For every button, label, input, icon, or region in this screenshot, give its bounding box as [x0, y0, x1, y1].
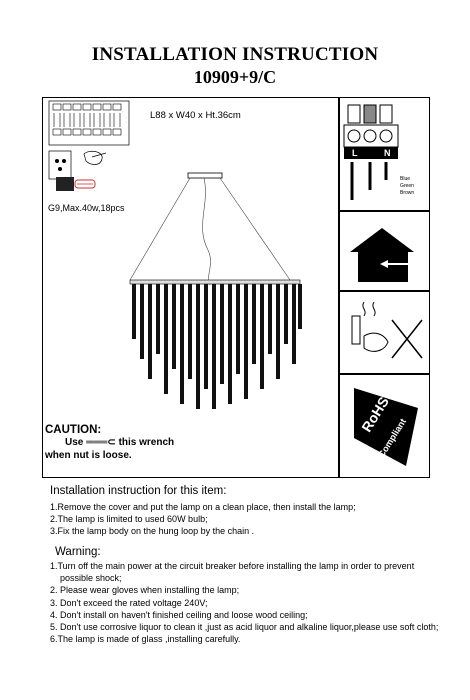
wire-color-green: Green — [400, 183, 414, 189]
model-number: 10909+9/C — [193, 67, 277, 87]
instructions-list — [50, 501, 356, 538]
warning-item: 2. Please wear gloves when installing the lamp; — [50, 585, 240, 596]
bulb-spec-text: G9,Max.40w,18pcs — [48, 203, 125, 213]
rohs-text: RoHS — [358, 393, 392, 435]
caution-box — [45, 424, 174, 462]
house-icon — [344, 222, 426, 286]
warning-item: 1.Turn off the main power at the circuit breaker before installing the lamp in order to prevent — [50, 561, 415, 571]
panel-divider-2 — [338, 290, 430, 292]
caution-wrench-text: this wrench — [118, 437, 175, 448]
wire-label-n: N — [384, 148, 391, 158]
warning-item: 4. Don't install on haven't finished ceiling and loose wood ceiling; — [50, 609, 308, 620]
wire-color-blue: Blue — [400, 176, 411, 182]
caution-line-2: when nut is loose. — [45, 450, 132, 461]
caution-line-1 — [45, 436, 174, 449]
no-touch-hot-icon — [344, 296, 426, 370]
wire-color-brown: Brown — [400, 190, 415, 196]
instruction-item: 1.Remove the cover and put the lamp on a clean place, then install the lamp; — [50, 502, 356, 512]
document-title: INSTALLATION INSTRUCTION — [91, 44, 379, 65]
panel-divider-1 — [338, 210, 430, 212]
wiring-diagram — [340, 100, 428, 208]
warning-item: 3. Don't exceed the rated voltage 240V; — [50, 597, 208, 608]
caution-title: CAUTION: — [45, 424, 102, 436]
rohs-badge — [346, 378, 426, 473]
warning-item: 5. Don't use corrosive liquor to clean it ,just as acid liquor and alkaline liquor,please use soft cloth; — [50, 622, 439, 633]
wire-label-l: L — [352, 148, 358, 158]
warning-item: possible shock; — [60, 573, 122, 584]
instruction-item: 3.Fix the lamp body on the hung loop by the chain . — [50, 526, 255, 537]
rohs-compliant-text: Compliant — [376, 416, 409, 460]
warning-item: 6.The lamp is made of glass ,installing carefully. — [50, 634, 241, 645]
chandelier-drawing — [110, 165, 325, 415]
warning-list — [50, 560, 438, 645]
instruction-item: 2.The lamp is limited to used 60W bulb; — [50, 514, 208, 525]
panel-divider-3 — [338, 373, 430, 375]
warning-title: Warning: — [55, 546, 101, 558]
dimensions-text: L88 x W40 x Ht.36cm — [150, 110, 241, 121]
instructions-title: Installation instruction for this item: — [50, 485, 227, 497]
wrench-icon: ═══⊂ — [86, 437, 116, 448]
caution-use: Use — [65, 437, 84, 448]
